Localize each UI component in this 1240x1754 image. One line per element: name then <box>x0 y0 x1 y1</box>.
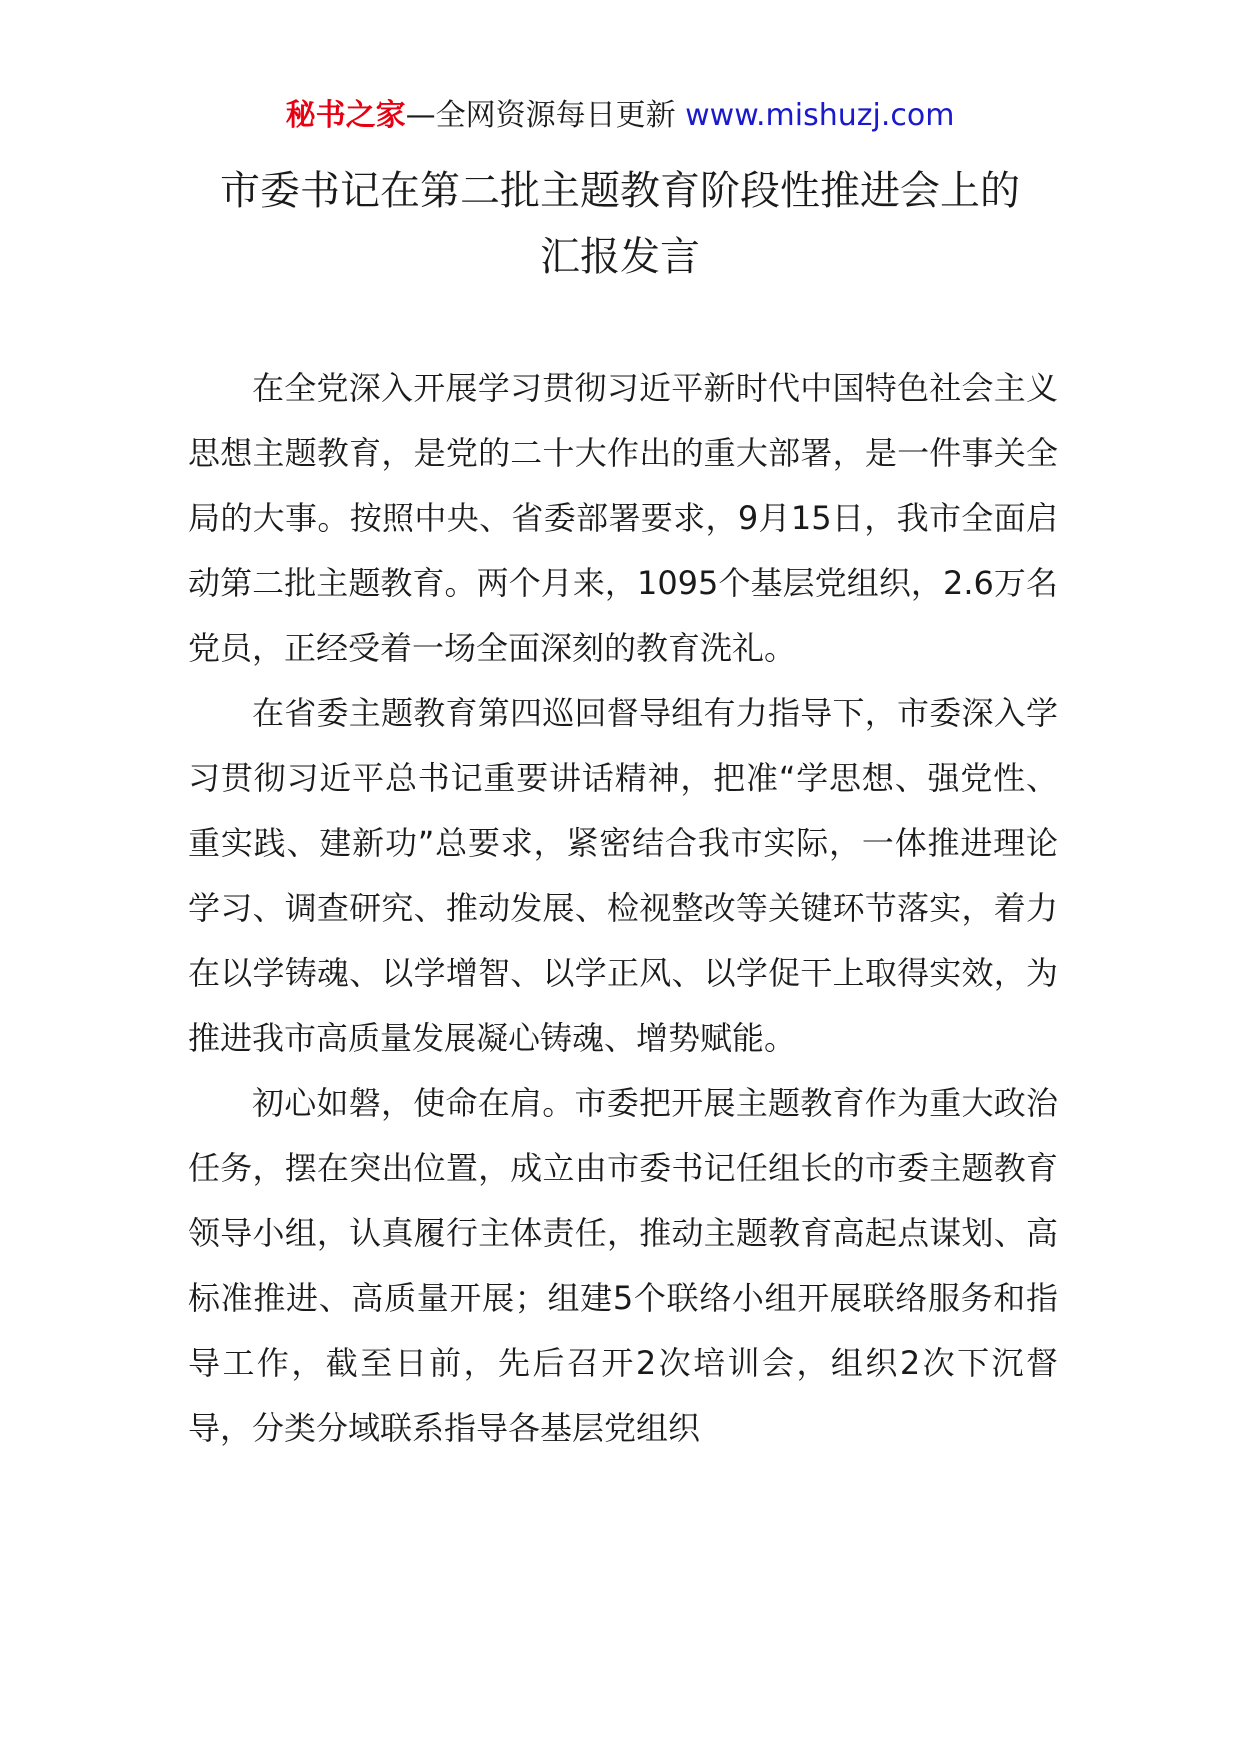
document-body <box>188 356 1058 1461</box>
paragraph-3: 初心如磐，使命在肩。市委把开展主题教育作为重大政治任务，摆在突出位置，成立由市委书记任组长的市委主题教育领导小组，认真履行主体责任，推动主题教育高起点谋划、高标准推进、高质量开展；组建5个联络小组开展联络服务和指导工作，截至日前，先后召开2次培训会，组织2次下沉督导，分类分域联系指导各基层党组织 <box>188 1084 1058 1447</box>
paragraph-2: 在省委主题教育第四巡回督导组有力指导下，市委深入学习贯彻习近平总书记重要讲话精神，把准“学思想、强党性、重实践、建新功”总要求，紧密结合我市实际，一体推进理论学习、调查研究、推动发展、检视整改等关键环节落实，着力在以学铸魂、以学增智、以学正风、以学促干上取得实效，为推进我市高质量发展凝心铸魂、增势赋能。 <box>188 694 1058 1057</box>
site-brand: 秘书之家 <box>285 98 406 133</box>
title-line-1: 市委书记在第二批主题教育阶段性推进会上的 <box>220 168 1020 214</box>
site-slogan: —全网资源每日更新 <box>405 98 676 133</box>
site-header <box>0 96 1240 136</box>
paragraph-1: 在全党深入开展学习贯彻习近平新时代中国特色社会主义思想主题教育，是党的二十大作出的重大部署，是一件事关全局的大事。按照中央、省委部署要求，9月15日，我市全面启动第二批主题教育。两个月来，1095个基层党组织，2.6万名党员，正经受着一场全面深刻的教育洗礼。 <box>188 369 1058 667</box>
site-url-link[interactable]: www.mishuzj.com <box>685 98 955 133</box>
document-title <box>0 158 1240 290</box>
title-line-2: 汇报发言 <box>540 234 700 280</box>
